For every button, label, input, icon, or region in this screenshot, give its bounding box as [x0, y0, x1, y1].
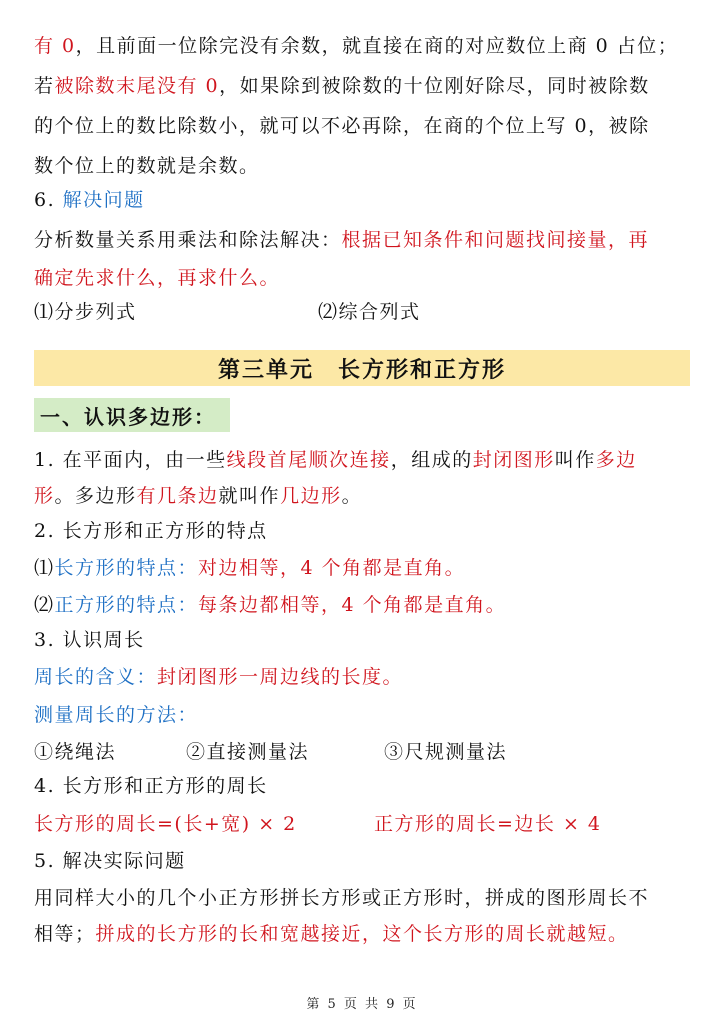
text-line [34, 228, 694, 252]
body-text: 。 [341, 485, 363, 507]
highlight-text: 拼成的长方形的长和宽越接近，这个长方形的周长就越短。 [95, 923, 629, 945]
text-line [34, 300, 694, 324]
subheading-features: 2. 长方形和正方形的特点 [34, 520, 268, 542]
item-number: 6. [34, 189, 63, 211]
body-text: 。多边形 [54, 485, 137, 507]
text-line [34, 74, 694, 98]
subheading-perimeter: 3. 认识周长 [34, 629, 145, 651]
highlight-text: 几边形 [280, 485, 342, 507]
term-label: 周长的含义： [34, 666, 158, 688]
highlight-text: 形 [34, 485, 55, 507]
unit-title: 长方形和正方形 [338, 356, 507, 383]
subheading-text: 解决问题 [62, 189, 145, 211]
highlight-text: 封闭图形一周边线的长度。 [157, 666, 404, 688]
formula-square: 正方形的周长=边长 × 4 [374, 813, 602, 835]
term-label: 正方形的特点： [54, 594, 199, 616]
text-line: 数个位上的数就是余数。 [34, 155, 260, 177]
term-label: 长方形的特点： [54, 557, 199, 579]
text-line [34, 665, 694, 689]
subheading-perimeter-formulas: 4. 长方形和正方形的周长 [34, 775, 268, 797]
text-line [34, 484, 694, 508]
text-line: 确定先求什么，再求什么。 [34, 267, 281, 289]
body-text: 相等； [34, 923, 96, 945]
text-line [34, 812, 694, 836]
highlight-text: 每条边都相等，4 个角都是直角。 [198, 594, 507, 616]
section-heading: 一、认识多边形： [34, 398, 230, 432]
item-number: ⑴ [34, 557, 55, 579]
method-compass: ③尺规测量法 [384, 741, 508, 763]
body-text: 1. 在平面内，由一些 [34, 449, 227, 471]
highlight-text: 多边 [595, 449, 637, 471]
text-line: 用同样大小的几个小正方形拼长方形或正方形时，拼成的图形周长不 [34, 887, 650, 909]
body-text: 就叫作 [218, 485, 281, 507]
highlight-text: 对边相等，4 个角都是直角。 [198, 557, 466, 579]
body-text: ，且前面一位除完没有余数，就直接在商的对应数位上商 0 占位； [75, 35, 679, 57]
highlight-text: 线段首尾顺次连接 [226, 449, 391, 471]
text-line [34, 593, 694, 617]
text-line [34, 922, 694, 946]
text-line [34, 556, 694, 580]
body-text: 分析数量关系用乘法和除法解决： [34, 229, 342, 251]
option-combined: ⑵综合列式 [318, 301, 421, 323]
text-line [34, 740, 694, 764]
option-step-by-step: ⑴分步列式 [34, 301, 137, 323]
body-text: ，如果除到被除数的十位刚好除尽，同时被除数 [219, 75, 650, 97]
formula-rectangle: 长方形的周长=(长+宽) × 2 [34, 813, 297, 835]
method-rope: ①绕绳法 [34, 741, 117, 763]
text-line: 的个位上的数比除数小，就可以不必再除，在商的个位上写 0，被除 [34, 115, 650, 137]
method-direct: ②直接测量法 [186, 741, 310, 763]
highlight-text: 有 0 [34, 35, 76, 57]
text-line [34, 448, 694, 472]
highlight-text: 封闭图形 [472, 449, 555, 471]
unit-number: 第三单元 [217, 356, 314, 383]
subheading-problem-solving [34, 188, 694, 212]
term-label: 测量周长的方法： [34, 704, 199, 726]
item-number: ⑵ [34, 594, 55, 616]
page-number-footer: 第 5 页 共 9 页 [306, 997, 418, 1012]
body-text: 叫作 [554, 449, 596, 471]
subheading-practical-problems: 5. 解决实际问题 [34, 850, 186, 872]
highlight-text: 被除数末尾没有 0 [54, 75, 220, 97]
body-text: ，组成的 [390, 449, 473, 471]
highlight-text: 有几条边 [136, 485, 219, 507]
body-text: 若 [34, 75, 55, 97]
highlight-text: 根据已知条件和问题找间接量，再 [341, 229, 650, 251]
text-line [34, 34, 694, 58]
unit-title-bar [34, 350, 690, 386]
